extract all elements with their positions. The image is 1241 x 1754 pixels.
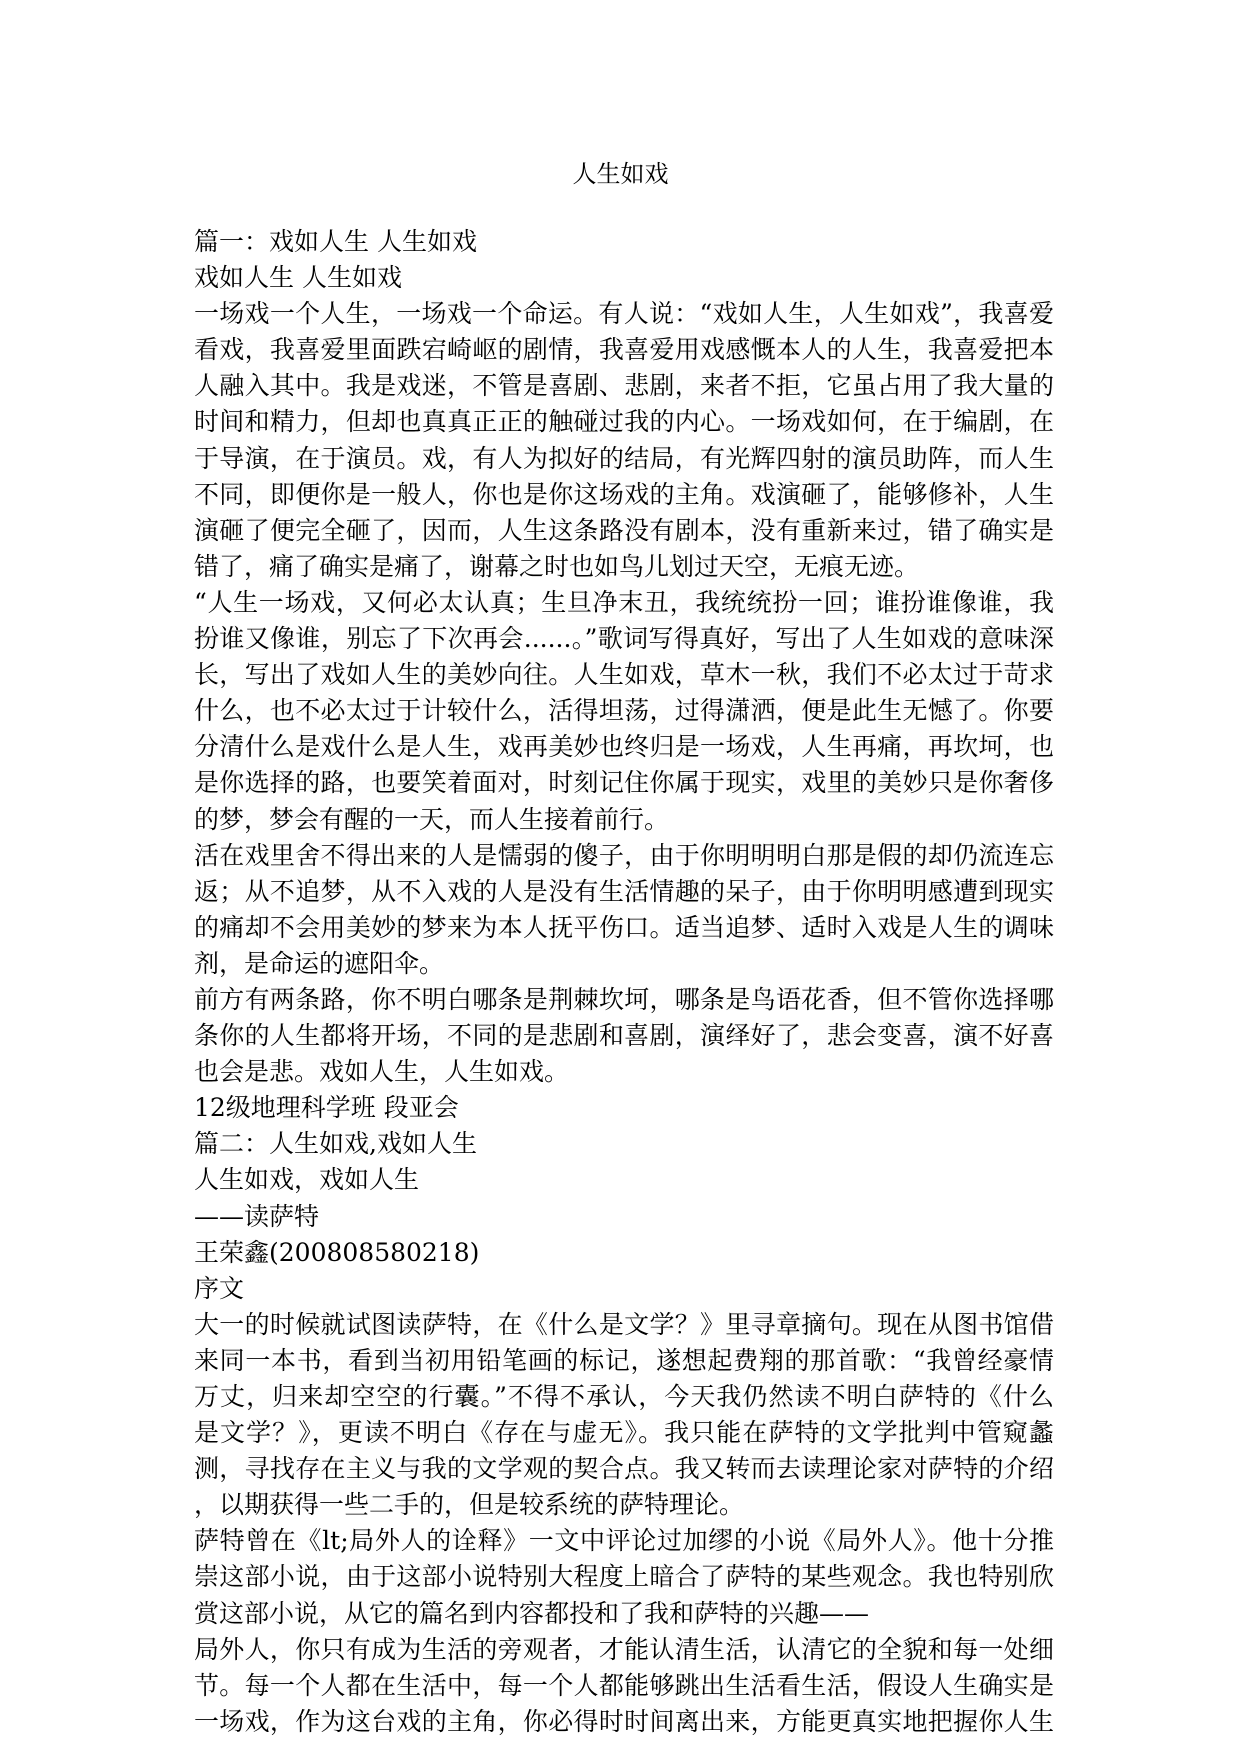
text-line: ——读萨特 bbox=[194, 1201, 320, 1231]
text-line: 篇一：戏如人生 人生如戏 bbox=[194, 227, 477, 256]
text-line: 时间和精力，但却也真真正正的触碰过我的内心。一场戏如何，在于编剧，在 bbox=[194, 407, 1054, 437]
text-line: 一场戏，作为这台戏的主角，你必得时时间离出来，方能更真实地把握你人生 bbox=[194, 1706, 1054, 1736]
text-line: 戏如人生 人生如戏 bbox=[194, 263, 402, 293]
text-line: 节。每一个人都在生活中，每一个人都能够跳出生活看生活，假设人生确实是 bbox=[194, 1670, 1054, 1700]
text-line: 的痛却不会用美妙的梦来为本人抚平伤口。适当追梦、适时入戏是人生的调味 bbox=[194, 912, 1054, 942]
text-line: 是文学？》，更读不明白《存在与虚无》。我只能在萨特的文学批判中管窥蠡 bbox=[194, 1418, 1054, 1448]
text-line: 崇这部小说，由于这部小说特别大程度上暗合了萨特的某些观念。我也特别欣 bbox=[194, 1562, 1054, 1592]
text-line: 12级地理科学班 段亚会 bbox=[194, 1093, 459, 1123]
text-line: 萨特曾在《lt;局外人的诠释》一文中评论过加缪的小说《局外人》。他十分推 bbox=[194, 1526, 1054, 1556]
document-body bbox=[194, 224, 1054, 1740]
text-line: “人生一场戏，又何必太认真；生旦净末丑，我统统扮一回；谁扮谁像谁，我 bbox=[194, 587, 1054, 617]
text-line: 人生如戏，戏如人生 bbox=[194, 1165, 420, 1195]
text-line: 大一的时候就试图读萨特，在《什么是文学？》里寻章摘句。现在从图书馆借 bbox=[194, 1309, 1054, 1339]
text-line: ，以期获得一些二手的，但是较系统的萨特理论。 bbox=[194, 1490, 745, 1520]
text-line: 返；从不追梦，从不入戏的人是没有生活情趣的呆子，由于你明明感遭到现实 bbox=[194, 876, 1054, 906]
text-line: 条你的人生都将开场，不同的是悲剧和喜剧，演绎好了，悲会变喜，演不好喜 bbox=[194, 1021, 1054, 1051]
text-line: 看戏，我喜爱里面跌宕崎岖的剧情，我喜爱用戏感慨本人的人生，我喜爱把本 bbox=[194, 335, 1054, 365]
text-line: 测，寻找存在主义与我的文学观的契合点。我又转而去读理论家对萨特的介绍 bbox=[194, 1454, 1054, 1484]
text-line: 来同一本书，看到当初用铅笔画的标记，遂想起费翔的那首歌：“我曾经豪情 bbox=[194, 1345, 1054, 1375]
text-line: 长，写出了戏如人生的美妙向往。人生如戏，草木一秋，我们不必太过于苛求 bbox=[194, 660, 1054, 690]
text-line: 演砸了便完全砸了，因而，人生这条路没有剧本，没有重新来过，错了确实是 bbox=[194, 515, 1054, 545]
text-line: 王荣鑫(200808580218) bbox=[194, 1237, 480, 1267]
text-line: 赏这部小说，从它的篇名到内容都投和了我和萨特的兴趣—— bbox=[194, 1598, 870, 1628]
text-line: 前方有两条路，你不明白哪条是荆棘坎坷，哪条是鸟语花香，但不管你选择哪 bbox=[194, 984, 1054, 1014]
text-line: 一场戏一个人生，一场戏一个命运。有人说：“戏如人生，人生如戏”，我喜爱 bbox=[194, 299, 1054, 329]
text-line: 篇二：人生如戏,戏如人生 bbox=[194, 1129, 477, 1159]
text-line: 也会是悲。戏如人生，人生如戏。 bbox=[194, 1057, 570, 1087]
text-line: 于导演，在于演员。戏，有人为拟好的结局，有光辉四射的演员助阵，而人生 bbox=[194, 443, 1054, 473]
text-line: 是你选择的路，也要笑着面对，时刻记住你属于现实，戏里的美妙只是你奢侈 bbox=[194, 768, 1054, 798]
text-line: 不同，即便你是一般人，你也是你这场戏的主角。戏演砸了，能够修补，人生 bbox=[194, 479, 1054, 509]
text-line: 局外人，你只有成为生活的旁观者，才能认清生活，认清它的全貌和每一处细 bbox=[194, 1634, 1054, 1664]
text-line: 序文 bbox=[194, 1273, 245, 1303]
text-line: 万丈，归来却空空的行囊。”不得不承认，今天我仍然读不明白萨特的《什么 bbox=[194, 1382, 1054, 1411]
text-line: 扮谁又像谁，别忘了下次再会......。”歌词写得真好，写出了人生如戏的意味深 bbox=[194, 624, 1054, 654]
document-title: 人生如戏 bbox=[572, 160, 669, 188]
text-line: 剂，是命运的遮阳伞。 bbox=[194, 948, 445, 978]
text-line: 的梦，梦会有醒的一天，而人生接着前行。 bbox=[194, 804, 670, 834]
text-line: 人融入其中。我是戏迷，不管是喜剧、悲剧，来者不拒，它虽占用了我大量的 bbox=[194, 371, 1054, 401]
text-line: 什么，也不必太过于计较什么，活得坦荡，过得潇洒，便是此生无憾了。你要 bbox=[194, 696, 1054, 726]
text-line: 错了，痛了确实是痛了，谢幕之时也如鸟儿划过天空，无痕无迹。 bbox=[194, 551, 920, 581]
text-line: 活在戏里舍不得出来的人是懦弱的傻子，由于你明明明白那是假的却仍流连忘 bbox=[194, 840, 1054, 870]
text-line: 分清什么是戏什么是人生，戏再美妙也终归是一场戏，人生再痛，再坎坷，也 bbox=[194, 732, 1054, 762]
